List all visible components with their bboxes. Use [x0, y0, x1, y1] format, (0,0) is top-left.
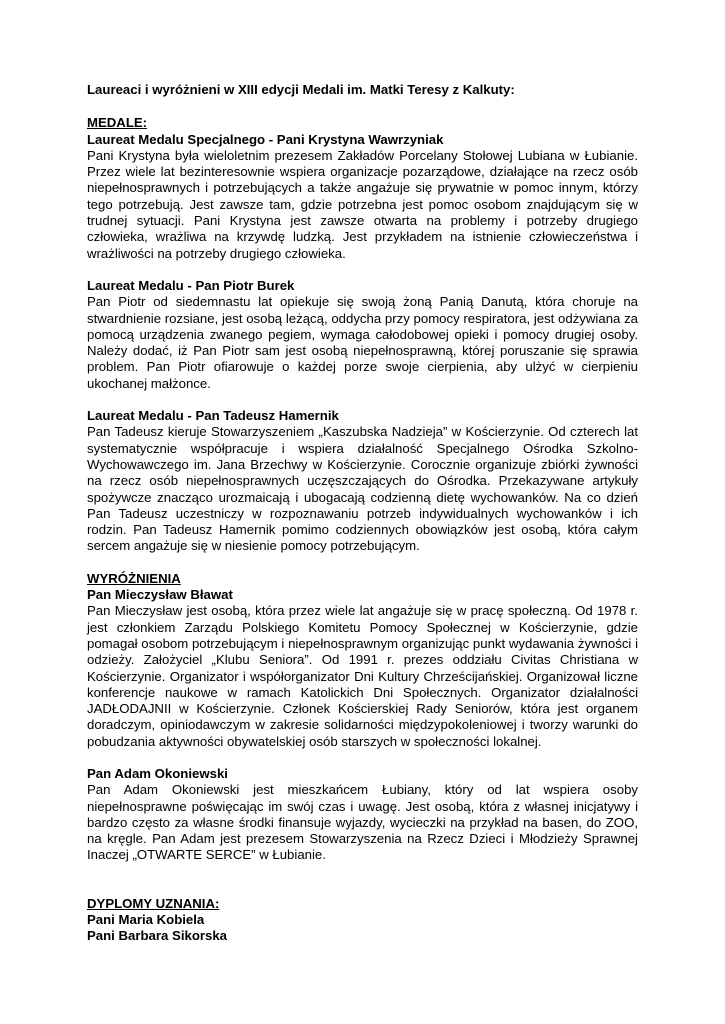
laureate-description: Pan Piotr od siedemnastu lat opiekuje się swoją żoną Panią Danutą, która choruje na stwardnienie rozsiane, jest osobą leżącą, oddycha przy pomocy respiratora, jest odżywiana za pomocą urządzenia zwanego pegiem, wymaga całodobowej opieki i pomocy drugiej osoby. Należy dodać, iż Pan Piotr sam jest osobą niepełnosprawną, której poruszanie się sprawia problem. Pan Piotr ofiarowuje o każdej porze swoje cierpienia, aby ulżyć w cierpieniu ukochanej małżonce.: [87, 294, 638, 391]
medal-entry: [87, 278, 638, 392]
distinction-name: Pan Mieczysław Bławat: [87, 587, 233, 603]
spacer: [87, 98, 638, 115]
distinction-entry: [87, 587, 638, 750]
medal-entry: [87, 132, 638, 262]
diplomas-heading: DYPLOMY UZNANIA:: [87, 895, 220, 911]
diploma-name: Pani Barbara Sikorska: [87, 928, 228, 944]
distinction-description: Pan Adam Okoniewski jest mieszkańcem Łubiany, który od lat wspiera osoby niepełnosprawne poświęcając im swój czas i uwagę. Jest osobą, która z własnej inicjatywy i bardzo często za własne środki finansuje wyjazdy, wycieczki na przykład na basen, do ZOO, na kręgle. Pan Adam jest prezesem Stowarzyszenia na Rzecz Dzieci i Młodzieży Sprawnej Inaczej „OTWARTE SERCE” w Łubianie.: [87, 782, 638, 863]
document-title: Laureaci i wyróżnieni w XIII edycji Medali im. Matki Teresy z Kalkuty:: [87, 82, 515, 97]
laureate-description: Pan Tadeusz kieruje Stowarzyszeniem „Kaszubska Nadzieja” w Kościerzynie. Od czterech lat systematycznie współpracuje i wspiera działalność Specjalnego Ośrodka Szkolno-Wychowawczego im. Jana Brzechwy w Kościerzynie. Corocznie organizuje zbiórki żywności na rzecz osób niepełnosprawnych uczęszczających do Ośrodka. Przekazywane artykuły spożywcze znacząco urozmaicają i ubogacają codzienną dietę wychowanków. Na co dzień Pan Tadeusz uczestniczy w rozpoznawaniu potrzeb indywidualnych wychowanków i ich rodzin. Pan Tadeusz Hamernik pomimo codziennych obowiązków jest osobą, która całym sercem angażuje się w niesienie pomocy potrzebującym.: [87, 424, 638, 554]
medals-heading: MEDALE:: [87, 115, 148, 131]
diploma-name: Pani Maria Kobiela: [87, 912, 205, 928]
laureate-name: Laureat Medalu - Pan Piotr Burek: [87, 277, 295, 293]
laureate-name: Laureat Medalu - Pan Tadeusz Hamernik: [87, 408, 339, 424]
distinctions-heading: WYRÓŻNIENIA: [87, 570, 181, 586]
spacer: [87, 880, 638, 896]
distinction-entry: [87, 766, 638, 864]
distinction-name: Pan Adam Okoniewski: [87, 765, 228, 781]
distinction-description: Pan Mieczysław jest osobą, która przez wiele lat angażuje się w pracę społeczną. Od 1978 r. jest członkiem Zarządu Polskiego Komitetu Pomocy Społecznej w Kościerzynie, gdzie pomagał osobom potrzebującym i niepełnosprawnym organizując punkt wydawania żywności i odzieży. Założyciel „Klubu Seniora”. Od 1991 r. prezes oddziału Civitas Christiana w Kościerzynie. Organizator i współorganizator Dni Kultury Chrześcijańskiej. Organizował liczne konferencje naukowe w ramach Katolickich Dni Społecznych. Organizator działalności JADŁODAJNII w Kościerzynie. Członek Kościerskiej Rady Seniorów, która jest organem doradczym, opiniodawczym w zakresie solidarności międzypokoleniowej i tworzy warunki do pobudzania aktywności obywatelskiej osób starszych w społeczności lokalnej.: [87, 603, 638, 749]
document-page: [87, 82, 638, 945]
medal-entry: [87, 408, 638, 555]
laureate-description: Pani Krystyna była wieloletnim prezesem Zakładów Porcelany Stołowej Lubiana w Łubianie. Przez wiele lat bezinteresownie wspiera organizacje pozarządowe, działające na rzecz osób niepełnosprawnych i potrzebujących a także angażuje się prywatnie w pomoc innym, którzy tego potrzebują. Jest zawsze tam, gdzie potrzebna jest pomoc osobom znajdującym się w trudnej sytuacji. Pani Krystyna jest zawsze otwarta na problemy i potrzeby drugiego człowieka, wrażliwa na krzywdę ludzką. Jest przykładem na istnienie człowieczeństwa i wrażliwości na potrzeby drugiego człowieka.: [87, 147, 638, 261]
laureate-name: Laureat Medalu Specjalnego - Pani Krystyna Wawrzyniak: [87, 131, 444, 147]
